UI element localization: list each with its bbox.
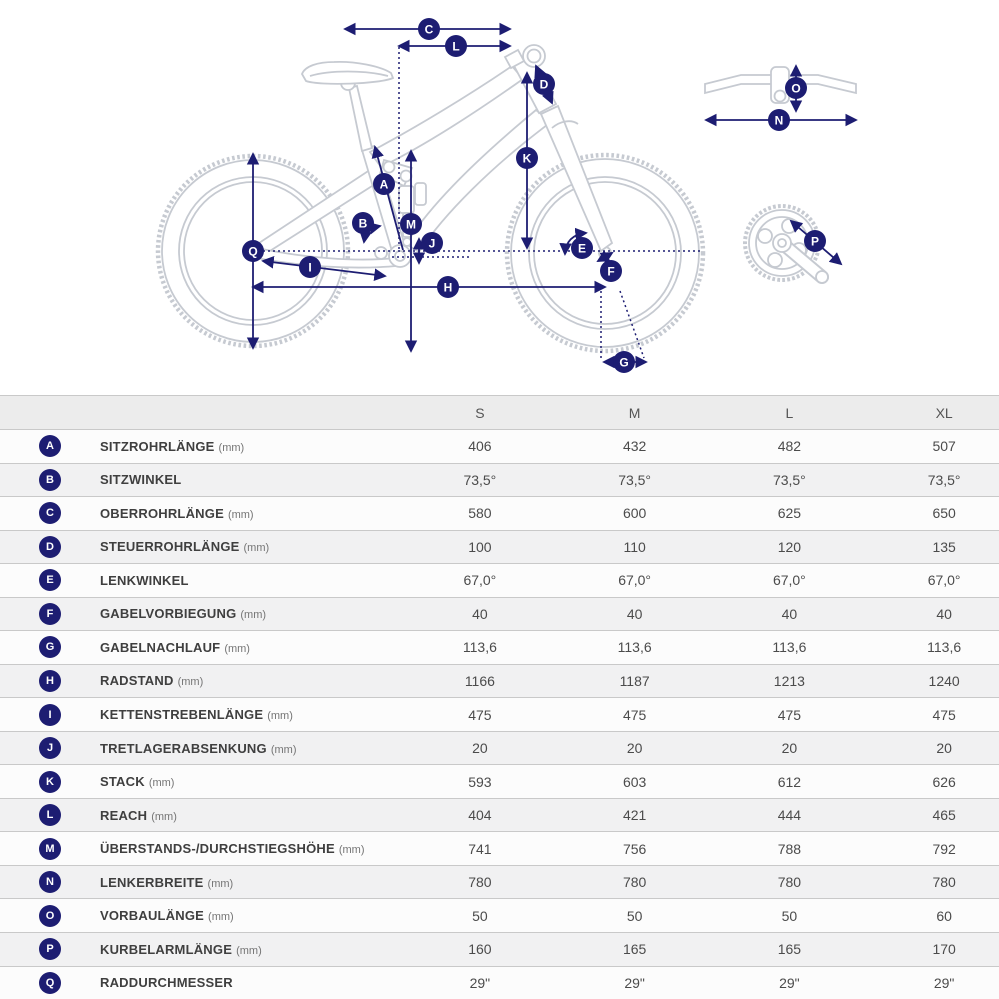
svg-text:M: M [406, 217, 416, 232]
row-letter-cell [0, 536, 100, 558]
value-cell-s: 29" [469, 974, 491, 991]
table-header-row [0, 395, 999, 429]
diagram-label-k [516, 147, 538, 169]
value-cell-xl: 67,0° [927, 572, 961, 589]
row-letter-badge: N [39, 871, 61, 893]
table-row [0, 664, 999, 698]
row-label-cell [100, 841, 380, 856]
value-cell-m: 756 [622, 840, 647, 857]
table-row [0, 597, 999, 631]
value-cell-l: 788 [777, 840, 802, 857]
row-label-cell [100, 573, 380, 588]
value-cell-m: 20 [626, 740, 643, 757]
value-cell-l: 780 [777, 874, 802, 891]
value-cell-xl: 792 [932, 840, 956, 857]
value-cell-m: 600 [622, 505, 647, 522]
size-column-header-xl: XL [935, 404, 953, 421]
value-cell-l: 625 [777, 505, 802, 522]
diagram-label-p [804, 230, 826, 252]
diagram-label-c [418, 18, 440, 40]
value-cell-l: 165 [777, 941, 802, 958]
value-cell-s: 20 [472, 740, 488, 757]
value-cell-xl: 475 [932, 706, 956, 723]
value-cell-s: 741 [468, 840, 492, 857]
value-cell-xl: 40 [936, 605, 952, 622]
row-letter-badge: E [39, 569, 61, 591]
value-cell-l: 475 [777, 706, 802, 723]
row-label: STACK [100, 774, 145, 790]
row-unit: (mm) [227, 508, 254, 521]
row-letter-badge: J [39, 737, 61, 759]
row-unit: (mm) [207, 877, 234, 890]
row-label: LENKWINKEL [100, 572, 189, 588]
row-label-cell [100, 539, 380, 554]
row-label: GABELVORBIEGUNG [100, 606, 237, 622]
row-label-cell [100, 673, 380, 688]
bike-geometry-diagram [0, 0, 999, 395]
diagram-label-e [571, 237, 593, 259]
row-unit: (mm) [224, 642, 250, 655]
svg-text:D: D [539, 77, 549, 92]
value-cell-s: 73,5° [463, 471, 497, 488]
value-cell-s: 113,6 [462, 639, 497, 656]
value-cell-xl: 626 [932, 773, 956, 790]
value-cell-s: 40 [472, 605, 488, 622]
row-label: ÜBERSTANDS-/DURCHSTIEGSHÖHE [100, 841, 335, 857]
value-cell-s: 160 [468, 941, 492, 958]
row-label: STEUERROHRLÄNGE [100, 539, 240, 555]
diagram-label-o [785, 77, 807, 99]
svg-text:H: H [443, 280, 453, 295]
value-cell-xl: 60 [936, 907, 952, 924]
row-label-cell [100, 741, 380, 756]
row-letter-badge: H [39, 670, 61, 692]
size-column-header-m: M [628, 404, 641, 421]
svg-text:L: L [452, 39, 460, 54]
row-letter-cell [0, 502, 100, 524]
value-cell-m: 1187 [619, 672, 650, 689]
row-label-cell [100, 506, 380, 521]
diagram-label-a [373, 173, 395, 195]
value-cell-s: 780 [468, 874, 492, 891]
svg-text:F: F [607, 264, 615, 279]
value-cell-s: 475 [468, 706, 492, 723]
svg-text:K: K [522, 151, 532, 166]
value-cell-l: 50 [781, 907, 798, 924]
svg-text:N: N [774, 113, 784, 128]
row-letter-badge: D [39, 536, 61, 558]
row-label-cell [100, 774, 380, 789]
row-letter-cell [0, 838, 100, 860]
table-row [0, 563, 999, 597]
diagram-label-g [613, 351, 635, 373]
row-letter-cell [0, 771, 100, 793]
row-letter-badge: M [39, 838, 61, 860]
value-cell-xl: 20 [936, 740, 952, 757]
table-row [0, 429, 999, 463]
svg-text:E: E [577, 241, 587, 256]
row-label-cell [100, 606, 380, 621]
row-letter-badge: L [39, 804, 61, 826]
value-cell-l: 73,5° [772, 471, 806, 488]
front-wheel [507, 155, 703, 351]
row-letter-badge: P [39, 938, 61, 960]
row-label-cell [100, 975, 380, 990]
row-letter-cell [0, 603, 100, 625]
value-cell-m: 73,5° [618, 471, 652, 488]
row-letter-badge: B [39, 469, 61, 491]
value-cell-xl: 29" [933, 974, 955, 991]
value-cell-l: 20 [781, 740, 798, 757]
table-row [0, 898, 999, 932]
svg-text:A: A [379, 177, 389, 192]
value-cell-m: 165 [622, 941, 647, 958]
value-cell-l: 67,0° [772, 572, 806, 589]
value-cell-s: 593 [468, 773, 492, 790]
bike-frame-drawing [158, 45, 703, 351]
row-label: RADSTAND [100, 673, 174, 689]
value-cell-s: 404 [468, 807, 492, 824]
saddle [302, 62, 393, 84]
table-row [0, 932, 999, 966]
value-cell-l: 612 [777, 773, 802, 790]
size-column-header-s: S [475, 404, 485, 421]
row-letter-badge: K [39, 771, 61, 793]
value-cell-xl: 650 [932, 505, 956, 522]
diagram-label-q [242, 240, 264, 262]
table-row [0, 630, 999, 664]
value-cell-m: 50 [626, 907, 643, 924]
table-row [0, 966, 999, 999]
row-letter-cell [0, 871, 100, 893]
row-letter-cell [0, 636, 100, 658]
value-cell-xl: 170 [932, 941, 956, 958]
crank-arm-pedal-eye [816, 271, 828, 283]
row-unit: (mm) [151, 810, 177, 823]
row-label: OBERROHRLÄNGE [100, 505, 224, 521]
value-cell-xl: 135 [932, 538, 956, 555]
value-cell-m: 603 [622, 773, 647, 790]
row-label: TRETLAGERABSENKUNG [100, 740, 267, 756]
value-cell-m: 475 [622, 706, 647, 723]
svg-text:O: O [791, 81, 801, 96]
row-letter-badge: Q [39, 972, 61, 994]
diagram-label-h [437, 276, 459, 298]
row-unit: (mm) [338, 844, 365, 857]
row-letter-cell [0, 804, 100, 826]
value-cell-xl: 780 [932, 874, 956, 891]
value-cell-l: 444 [777, 807, 802, 824]
diagram-label-d [533, 73, 555, 95]
row-label: GABELNACHLAUF [100, 639, 221, 655]
row-label-cell [100, 942, 380, 957]
size-column-header-l: L [785, 404, 794, 421]
row-label-cell [100, 707, 380, 722]
row-label-cell [100, 808, 380, 823]
row-label: SITZROHRLÄNGE [100, 438, 215, 454]
value-cell-l: 482 [777, 438, 802, 455]
row-label: KURBELARMLÄNGE [100, 941, 233, 957]
svg-text:I: I [308, 260, 312, 275]
row-unit: (mm) [240, 609, 267, 622]
table-row [0, 865, 999, 899]
table-row [0, 463, 999, 497]
geometry-table [0, 395, 999, 999]
row-unit: (mm) [243, 542, 270, 555]
row-label: KETTENSTREBENLÄNGE [100, 707, 264, 723]
diagram-label-i [299, 256, 321, 278]
row-unit: (mm) [148, 777, 175, 790]
row-letter-cell [0, 972, 100, 994]
value-cell-xl: 507 [932, 438, 956, 455]
table-row [0, 798, 999, 832]
diagram-label-l [445, 35, 467, 57]
svg-text:P: P [810, 234, 820, 249]
table-row [0, 731, 999, 765]
row-letter-badge: O [39, 905, 61, 927]
value-cell-s: 67,0° [463, 572, 497, 589]
row-label: LENKERBREITE [100, 874, 204, 890]
row-letter-cell [0, 704, 100, 726]
svg-text:Q: Q [248, 244, 258, 259]
svg-text:B: B [358, 216, 368, 231]
fork [541, 106, 612, 251]
row-letter-cell [0, 569, 100, 591]
row-label-cell [100, 439, 380, 454]
row-letter-badge: A [39, 435, 61, 457]
value-cell-m: 780 [622, 874, 647, 891]
svg-text:G: G [619, 355, 629, 370]
value-cell-m: 110 [623, 538, 646, 555]
diagram-label-n [768, 109, 790, 131]
diagram-label-b [352, 212, 374, 234]
value-cell-m: 432 [622, 438, 647, 455]
row-unit: (mm) [218, 441, 245, 454]
row-label: REACH [100, 807, 148, 823]
table-row [0, 496, 999, 530]
value-cell-s: 50 [472, 907, 488, 924]
row-unit: (mm) [270, 743, 297, 756]
row-letter-cell [0, 435, 100, 457]
row-letter-badge: C [39, 502, 61, 524]
row-label-cell [100, 875, 380, 890]
row-letter-badge: G [39, 636, 61, 658]
value-cell-xl: 113,6 [927, 639, 962, 656]
value-cell-l: 29" [779, 974, 800, 991]
value-cell-s: 580 [468, 505, 492, 522]
value-cell-xl: 465 [932, 807, 956, 824]
row-label: VORBAULÄNGE [100, 908, 205, 924]
seatpost [349, 86, 372, 151]
diagram-label-f [600, 260, 622, 282]
row-letter-badge: I [39, 704, 61, 726]
value-cell-m: 29" [624, 974, 645, 991]
value-cell-l: 1213 [773, 672, 805, 689]
value-cell-l: 113,6 [772, 639, 807, 656]
value-cell-m: 113,6 [617, 639, 652, 656]
value-cell-m: 67,0° [618, 572, 652, 589]
svg-text:J: J [428, 236, 436, 251]
row-label: RADDURCHMESSER [100, 975, 233, 991]
value-cell-s: 1166 [464, 672, 495, 689]
row-label: SITZWINKEL [100, 472, 182, 488]
row-label-cell [100, 640, 380, 655]
row-letter-cell [0, 737, 100, 759]
value-cell-l: 40 [781, 605, 798, 622]
value-cell-xl: 1240 [928, 672, 960, 689]
row-letter-cell [0, 670, 100, 692]
row-letter-cell [0, 938, 100, 960]
table-row [0, 764, 999, 798]
value-cell-s: 406 [468, 438, 492, 455]
row-unit: (mm) [236, 944, 262, 957]
row-label-cell [100, 472, 380, 487]
table-row [0, 530, 999, 564]
value-cell-s: 100 [468, 538, 492, 555]
table-row [0, 831, 999, 865]
row-label-cell [100, 908, 380, 923]
handlebar-detail-drawing [705, 67, 856, 103]
bike-diagram-svg [0, 0, 999, 394]
row-unit: (mm) [177, 676, 204, 689]
svg-text:C: C [424, 22, 434, 37]
table-body [0, 429, 999, 999]
value-cell-m: 421 [622, 807, 647, 824]
row-unit: (mm) [267, 710, 293, 723]
value-cell-l: 120 [777, 538, 802, 555]
diagram-label-m [400, 213, 422, 235]
row-letter-badge: F [39, 603, 61, 625]
row-letter-cell [0, 469, 100, 491]
table-row [0, 697, 999, 731]
row-unit: (mm) [208, 911, 234, 924]
value-cell-m: 40 [626, 605, 643, 622]
value-cell-xl: 73,5° [927, 471, 961, 488]
row-letter-cell [0, 905, 100, 927]
diagram-label-j [421, 232, 443, 254]
